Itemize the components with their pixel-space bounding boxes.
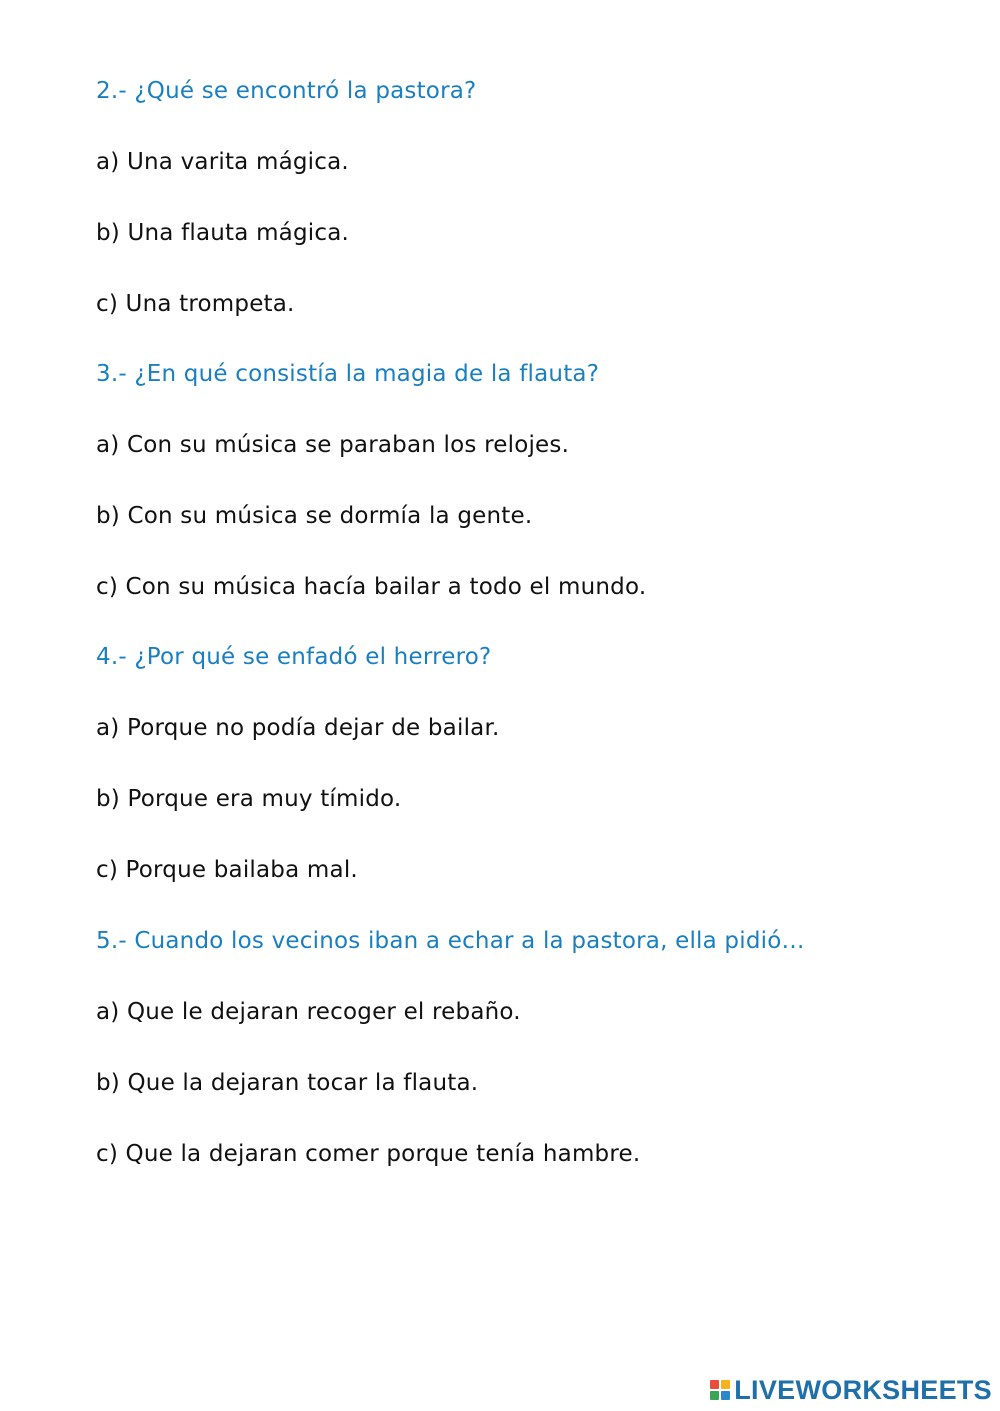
logo-block: [710, 1380, 719, 1389]
question-3-option-b: b) Con su música se dormía la gente.: [96, 503, 533, 529]
question-2-option-b: b) Una flauta mágica.: [96, 220, 350, 246]
liveworksheets-logo: [710, 1373, 992, 1407]
question-4-option-c: c) Porque bailaba mal.: [96, 857, 358, 883]
question-5-option-b: b) Que la dejaran tocar la flauta.: [96, 1070, 479, 1096]
question-5-option-c: c) Que la dejaran comer porque tenía hambre.: [96, 1141, 641, 1167]
question-3-option-c: c) Con su música hacía bailar a todo el mundo.: [96, 574, 647, 600]
question-4-option-b: b) Porque era muy tímido.: [96, 786, 402, 812]
question-5-option-a: a) Que le dejaran recoger el rebaño.: [96, 999, 521, 1025]
logo-text: LIVEWORKSHEETS: [734, 1374, 992, 1405]
question-2-option-a: a) Una varita mágica.: [96, 149, 349, 175]
question-3-option-a: a) Con su música se paraban los relojes.: [96, 432, 570, 458]
logo-block: [710, 1391, 719, 1400]
question-4-option-a: a) Porque no podía dejar de bailar.: [96, 715, 500, 741]
question-5-prompt: 5.- Cuando los vecinos iban a echar a la pastora, ella pidió…: [96, 928, 805, 954]
logo-block: [721, 1391, 730, 1400]
question-3-prompt: 3.- ¿En qué consistía la magia de la flauta?: [96, 361, 600, 387]
logo-blocks-icon: [710, 1380, 730, 1400]
question-2-option-c: c) Una trompeta.: [96, 291, 295, 317]
logo-block: [721, 1380, 730, 1389]
question-2-prompt: 2.- ¿Qué se encontró la pastora?: [96, 78, 477, 104]
question-4-prompt: 4.- ¿Por qué se enfadó el herrero?: [96, 644, 492, 670]
